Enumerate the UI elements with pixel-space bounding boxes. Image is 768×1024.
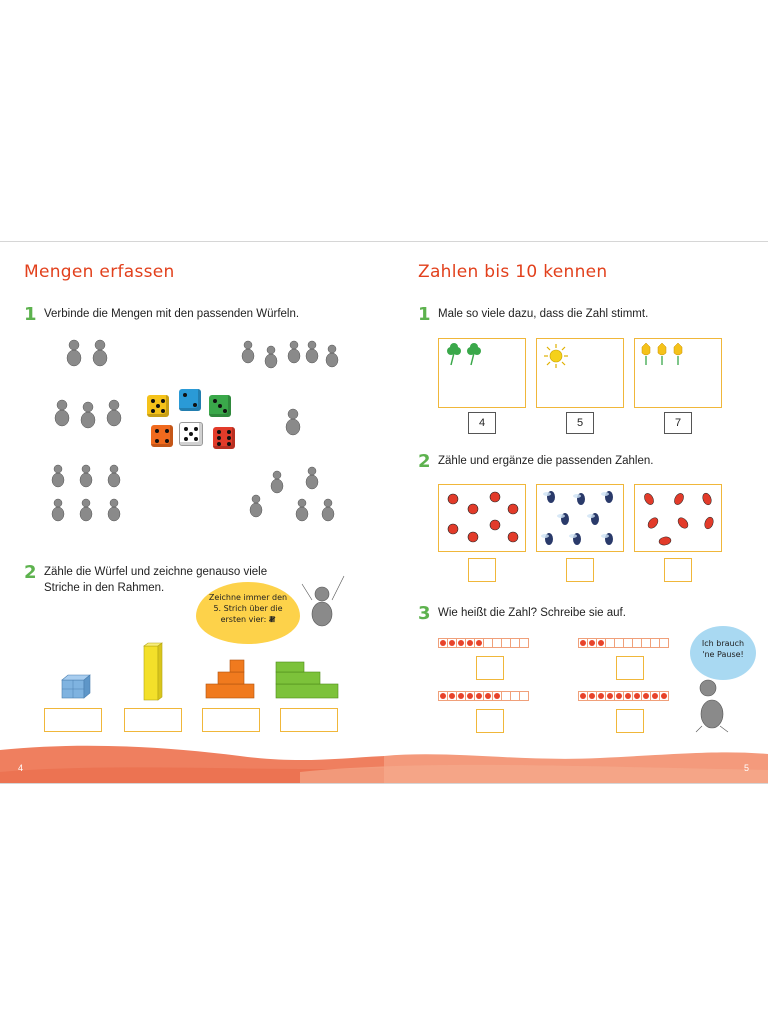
strip-cell-empty: [511, 639, 520, 647]
strip-cell-empty: [606, 639, 615, 647]
strip-cell-filled: [457, 692, 466, 700]
right-task-1: [418, 306, 648, 324]
die-5: [147, 395, 169, 417]
page-number-left: 4: [18, 763, 24, 773]
die-3: [209, 395, 231, 417]
ten-frame-strip: [438, 691, 529, 701]
die-pip: [161, 399, 165, 403]
firebug-frame: [634, 484, 722, 552]
task-number: 1: [418, 304, 431, 325]
die-pip: [217, 436, 221, 440]
target-number: 5: [566, 412, 594, 434]
tally-answer-box[interactable]: [202, 708, 260, 732]
number-answer-box[interactable]: [476, 656, 504, 680]
left-page-title: Mengen erfassen: [24, 262, 175, 282]
strip-cell-filled: [588, 692, 597, 700]
bubble-line: Ich brauch: [701, 639, 745, 648]
strip-cell-filled: [448, 639, 457, 647]
strip-cell-empty: [484, 639, 493, 647]
task-number: 1: [24, 304, 37, 325]
orange-blocks-icon: [204, 656, 260, 700]
die-6: [213, 427, 235, 449]
target-number: 4: [468, 412, 496, 434]
strip-cell-filled: [651, 692, 660, 700]
fly-icon: [537, 485, 623, 551]
number-answer-box[interactable]: [616, 709, 644, 733]
strip-cell-filled: [642, 692, 651, 700]
strip-cell-empty: [660, 639, 668, 647]
die-pip: [218, 404, 222, 408]
task-instruction: Verbinde die Mengen mit den passenden Würfeln.: [44, 308, 300, 320]
strip-cell-empty: [511, 692, 520, 700]
die-pip: [227, 442, 231, 446]
strip-cell-filled: [457, 639, 466, 647]
drawing-frame-sun[interactable]: [536, 338, 624, 408]
speech-bubble-tally: [196, 582, 300, 644]
ladybug-frame: [438, 484, 526, 552]
die-pip: [165, 429, 169, 433]
right-task-2: [418, 453, 653, 471]
die-pip: [213, 399, 217, 403]
ant-group-2-icon: [60, 334, 120, 368]
page-number-right: 5: [744, 763, 750, 773]
strip-cell-filled: [579, 639, 588, 647]
number-answer-box[interactable]: [476, 709, 504, 733]
count-answer-box[interactable]: [664, 558, 692, 582]
bubble-line: ersten vier: 𝍸: [220, 615, 276, 624]
count-answer-box[interactable]: [566, 558, 594, 582]
strip-cell-filled: [633, 692, 642, 700]
ten-frame-strip: [438, 638, 529, 648]
die-pip: [165, 439, 169, 443]
die-pip: [155, 439, 159, 443]
ten-frame-strip: [578, 638, 669, 648]
target-number: 7: [664, 412, 692, 434]
strip-cell-filled: [597, 639, 606, 647]
task-number: 3: [418, 603, 431, 624]
die-pip: [193, 403, 197, 407]
die-pip: [217, 442, 221, 446]
count-answer-box[interactable]: [468, 558, 496, 582]
strip-cell-filled: [448, 692, 457, 700]
strip-cell-filled: [597, 692, 606, 700]
left-task-1: [24, 306, 299, 324]
strip-cell-filled: [439, 639, 448, 647]
speech-bubble-pause: [690, 626, 756, 680]
right-task-3: [418, 605, 626, 623]
strip-cell-empty: [642, 639, 651, 647]
firebug-icon: [635, 485, 721, 551]
die-pip: [151, 399, 155, 403]
strip-cell-filled: [475, 639, 484, 647]
strip-cell-filled: [606, 692, 615, 700]
tally-answer-box[interactable]: [280, 708, 338, 732]
strip-cell-empty: [633, 639, 642, 647]
number-answer-box[interactable]: [616, 656, 644, 680]
strip-cell-filled: [624, 692, 633, 700]
strip-cell-empty: [615, 639, 624, 647]
fly-frame: [536, 484, 624, 552]
strip-cell-empty: [624, 639, 633, 647]
die-5b: [179, 422, 203, 446]
strip-cell-empty: [520, 639, 528, 647]
task-instruction: Zähle und ergänze die passenden Zahlen.: [438, 455, 654, 467]
die-pip: [194, 437, 198, 441]
die-pip: [151, 409, 155, 413]
waving-ant-icon: [296, 570, 352, 634]
blue-cube-icon: [60, 674, 92, 700]
ant-group-6-icon: [44, 458, 134, 532]
tally-answer-box[interactable]: [124, 708, 182, 732]
ant-group-4-icon: [242, 464, 342, 528]
task-instruction: Zähle die Würfel und zeichne genauso viele Striche in den Rahmen.: [44, 566, 268, 594]
resting-ant-icon: [684, 674, 738, 734]
die-pip: [184, 437, 188, 441]
die-4: [151, 425, 173, 447]
tulip-icon: [639, 343, 689, 367]
die-pip: [161, 409, 165, 413]
ladybug-icon: [439, 485, 525, 551]
strip-cell-empty: [502, 639, 511, 647]
task-number: 2: [24, 562, 37, 583]
strip-cell-filled: [475, 692, 484, 700]
strip-cell-filled: [493, 692, 502, 700]
strip-cell-empty: [502, 692, 511, 700]
clover-icon: [443, 343, 487, 367]
strip-cell-empty: [651, 639, 660, 647]
die-pip: [227, 430, 231, 434]
strip-cell-empty: [520, 692, 528, 700]
strip-cell-empty: [493, 639, 502, 647]
ant-group-1-icon: [276, 402, 310, 440]
die-pip: [227, 436, 231, 440]
die-pip: [217, 430, 221, 434]
book-spread: [0, 241, 768, 784]
task-instruction: Male so viele dazu, dass die Zahl stimmt.: [438, 308, 649, 320]
tally-answer-box[interactable]: [44, 708, 102, 732]
die-pip: [155, 429, 159, 433]
strip-cell-filled: [579, 692, 588, 700]
footer-wave: [0, 742, 768, 783]
dice-grid: [145, 389, 237, 451]
sun-icon: [543, 343, 569, 369]
ant-group-3-icon: [44, 392, 134, 434]
ant-group-5-icon: [236, 334, 346, 374]
bubble-line: 'ne Pause!: [702, 650, 744, 659]
die-pip: [184, 427, 188, 431]
right-page-title: Zahlen bis 10 kennen: [418, 262, 608, 282]
die-pip: [156, 404, 160, 408]
yellow-tower-icon: [142, 642, 164, 702]
die-pip: [223, 409, 227, 413]
strip-cell-filled: [439, 692, 448, 700]
strip-cell-filled: [615, 692, 624, 700]
strip-cell-filled: [588, 639, 597, 647]
green-blocks-icon: [274, 660, 340, 700]
die-2: [179, 389, 201, 411]
bubble-line: 5. Strich über die: [213, 604, 283, 613]
strip-cell-filled: [660, 692, 668, 700]
tally-mark-icon: 𝍸: [268, 615, 276, 624]
die-pip: [183, 393, 187, 397]
strip-cell-filled: [466, 639, 475, 647]
task-instruction: Wie heißt die Zahl? Schreibe sie auf.: [438, 607, 626, 619]
task-number: 2: [418, 451, 431, 472]
strip-cell-filled: [484, 692, 493, 700]
drawing-frame-tulips[interactable]: [634, 338, 722, 408]
ten-frame-strip: [578, 691, 669, 701]
drawing-frame-clover[interactable]: [438, 338, 526, 408]
die-pip: [189, 432, 193, 436]
die-pip: [194, 427, 198, 431]
bubble-line: Zeichne immer den: [208, 593, 288, 602]
strip-cell-filled: [466, 692, 475, 700]
